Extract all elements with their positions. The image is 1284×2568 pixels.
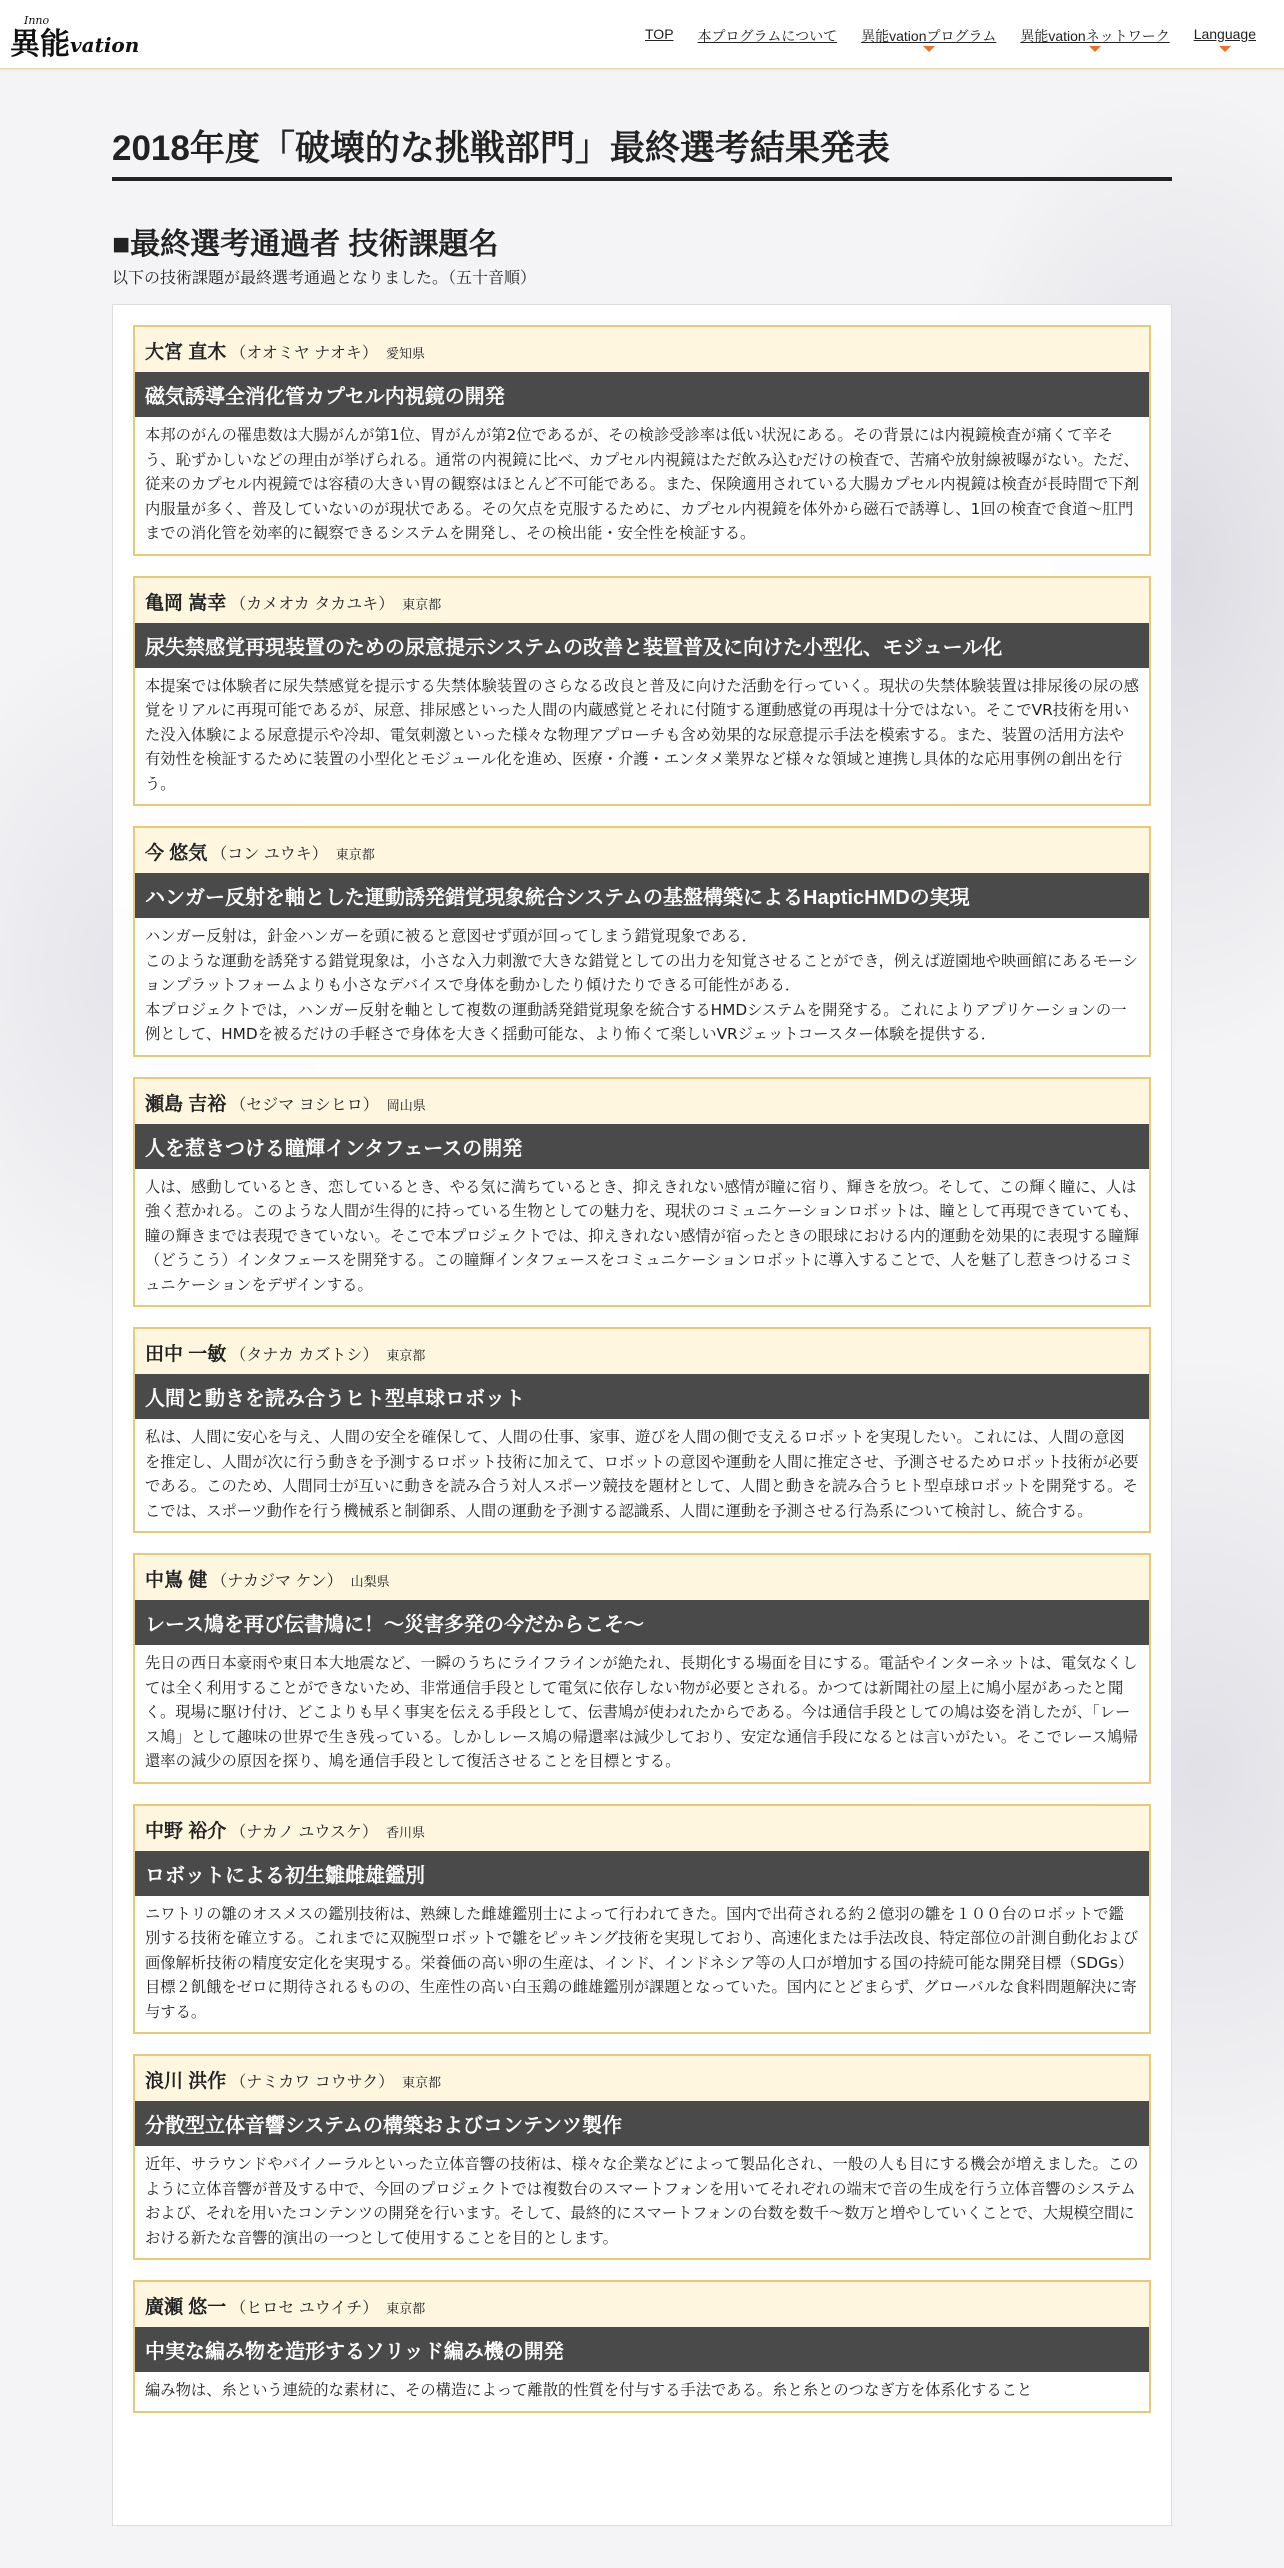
finalist-prefecture: 香川県 (385, 1824, 425, 1840)
finalist-header (135, 1329, 1149, 1374)
finalist-entry (133, 2054, 1151, 2260)
finalist-name: 中嶌 健 (145, 1570, 208, 1591)
finalist-header (135, 1806, 1149, 1851)
finalist-prefecture: 東京都 (402, 596, 442, 612)
nav-program[interactable]: 異能vationプログラム (861, 26, 996, 46)
finalist-name: 中野 裕介 (145, 1820, 227, 1842)
project-description: ハンガー反射は，針金ハンガーを頭に被ると意図せず頭が回ってしまう錯覚現象である． このような運動を誘発する錯覚現象は，小さな入力刺激で大きな錯覚としての出力を知覚させることができ，例えば遊園地や映画館にあるモーションプラットフォームよりも小さなデバイスで身体を動かしたり傾けたりできる可能性がある． 本プロジェクトでは，ハンガー反射を軸として複数の運動誘発錯覚現象を統合するHMDシステムを開発する。これによりアプリケーションの一例として、HMDを被るだけの手軽さで身体を大きく揺動可能な、より怖くて楽しいVRジェットコースター体験を提供する． (145, 927, 1138, 1043)
project-title: ハンガー反射を軸とした運動誘発錯覚現象統合システムの基盤構築によるHapticHMDの実現 (135, 873, 1149, 918)
project-description: 本邦のがんの罹患数は大腸がんが第1位、胃がんが第2位であるが、その検診受診率は低い状況にある。その背景には内視鏡検査が痛くて辛そう、恥ずかしいなどの理由が挙げられる。通常の内視鏡に比べ、カプセル内視鏡はただ飲み込むだけの検査で、苦痛や放射線被曝がない。ただ、従来のカプセル内視鏡では容積の大きい胃の観察はほとんど不可能である。また、保険適用されている大腸カプセル内視鏡は検査が長時間で下剤内服量が多く、普及していないのが現状である。その欠点を克服するために、カプセル内視鏡を体外から磁石で誘導し、1回の検査で食道〜肛門までの消化管を効率的に観察できるシステムを開発し、その検出能・安全性を検証する。 (145, 426, 1139, 542)
finalist-entry (133, 1327, 1151, 1533)
section-title: ■最終選考通過者 技術課題名 (112, 228, 499, 261)
finalist-header (135, 828, 1149, 873)
finalist-name: 今 悠気 (145, 843, 208, 864)
finalist-name: 浪川 洪作 (145, 2071, 227, 2092)
finalist-prefecture: 東京都 (335, 847, 375, 862)
project-description: 先日の西日本豪雨や東日本大地震など、一瞬のうちにライフラインが絶たれ、長期化する場面を目にする。電話やインターネットは、電気なくしては全く利用することができないため、非常通信手段として電気に依存しない物が必要とされる。かつては新聞社の屋上に鳩小屋があったと聞く。現場に駆け付け、どこよりも早く事実を伝える手段として、伝書鳩が使われたからである。今は通信手段としての鳩は姿を消したが、「レース鳩」として趣味の世界で生き残っている。しかしレース鳩の帰還率は減少しており、安定な通信手段になるとは言いがたい。そこでレース鳩帰還率の減少の原因を探り、鳩を通信手段として復活させることを目標とする。 (145, 1654, 1138, 1770)
svg-text:vation: vation (70, 33, 140, 57)
finalist-kana: （コン ユウキ） (211, 846, 328, 863)
finalist-kana: （ナミカワ コウサク） (230, 2074, 395, 2091)
project-description: 本提案では体験者に尿失禁感覚を提示する失禁体験装置のさらなる改良と普及に向けた活動を行っていく。現状の失禁体験装置は排尿後の尿の感覚をリアルに再現可能であるが、尿意、排尿感といった人間の内蔵感覚とそれに付随する運動感覚の再現は十分ではない。そこでVR技術を用いた没入体験による尿意提示や冷却、電気刺激といった様々な物理アプローチも含め効果的な尿意提示手法を模索する。また、装置の活用方法や有効性を検証するために装置の小型化とモジュール化を進め、医療・介護・エンタメ業界など様々な領域と連携し具体的な応用事例の創出を行う。 (145, 676, 1139, 793)
dropdown-arrow-icon (1089, 46, 1101, 52)
finalist-header (135, 327, 1149, 372)
finalist-prefecture: 東京都 (386, 2301, 426, 2316)
project-title: 尿失禁感覚再現装置のための尿意提示システムの改善と装置普及に向けた小型化、モジュール化 (135, 623, 1149, 668)
finalist-kana: （タナカ カズトシ） (230, 1347, 379, 1364)
finalist-prefecture: 愛知県 (385, 346, 425, 361)
finalist-name: 瀬島 吉裕 (145, 1093, 227, 1115)
finalist-kana: （セジマ ヨシヒロ） (230, 1096, 379, 1114)
site-logo[interactable] (8, 10, 158, 60)
finalist-header (135, 2056, 1149, 2101)
dropdown-arrow-icon (1219, 46, 1231, 52)
project-description: 私は、人間に安心を与え、人間の安全を確保して、人間の仕事、家事、遊びを人間の側で支えるロボットを実現したい。これには、人間の意図を推定し、人間が次に行う動きを予測するロボット技術に加えて、ロボットの意図や運動を人間に推定させ、予測させるためロボット技術が必要である。このため、人間同士が互いに動きを読み合う対人スポーツ競技を題材として、人間と動きを読み合うヒト型卓球ロボットを開発する。そこでは、スポーツ動作を行う機械系と制御系、人間の運動を予測する認識系、人間に運動を予測させる行為系について検討し、統合する。 (145, 1428, 1139, 1520)
finalist-kana: （ナカノ ユウスケ） (230, 1823, 378, 1841)
finalist-kana: （カメオカ タカユキ） (230, 595, 395, 613)
finalist-name: 大宮 直木 (145, 342, 227, 363)
nav-network[interactable]: 異能vationネットワーク (1020, 26, 1169, 46)
project-description: 近年、サラウンドやバイノーラルといった立体音響の技術は、様々な企業などによって製品化され、一般の人も目にする機会が増えました。このように立体音響が普及する中で、今回のプロジェクトでは複数台のスマートフォンを用いてそれぞれの端末で音の生成を行う立体音響のシステムおよび、それを用いたコンテンツの開発を行います。そして、最終的にスマートフォンの台数を数千〜数万と増やしていくことで、大規模空間における新たな音響的演出の一つとして使用することを目的とします。 (145, 2155, 1139, 2247)
nav-language[interactable]: Language (1194, 26, 1256, 46)
nav-top[interactable]: TOP (645, 26, 674, 42)
project-description: ニワトリの雛のオスメスの鑑別技術は、熟練した雌雄鑑別士によって行われてきた。国内で出荷される約２億羽の雛を１００台のロボットで鑑別する技術を確立する。これまでに双腕型ロボットで雛をピッキング技術を実現しており、高速化または手法改良、特定部位の計測自動化および画像解析技術の精度安定化を実現する。栄養価の高い卵の生産は、インド、インドネシア等の人口が増加する国の持続可能な開発目標（SDGs）目標２飢餓をゼロに期待されるものの、生産性の高い白玉鶏の雌雄鑑別が課題となっていた。国内にとどまらず、グローバルな食料問題解決に寄与する。 (145, 1904, 1139, 2021)
finalist-entry (133, 1077, 1151, 1308)
finalist-prefecture: 山梨県 (350, 1574, 390, 1589)
finalist-header (135, 1079, 1149, 1124)
project-title: 中実な編み物を造形するソリッド編み機の開発 (135, 2327, 1149, 2372)
finalist-header (135, 2282, 1149, 2327)
finalist-prefecture: 岡山県 (386, 1097, 426, 1113)
global-nav (645, 26, 1256, 46)
finalist-entry (133, 1553, 1151, 1784)
project-title: ロボットによる初生雛雌雄鑑別 (135, 1851, 1149, 1896)
finalist-kana: （オオミヤ ナオキ） (230, 345, 378, 362)
project-title: 人間と動きを読み合うヒト型卓球ロボット (135, 1374, 1149, 1419)
finalist-header (135, 578, 1149, 623)
finalist-entry (133, 1804, 1151, 2035)
finalist-kana: （ヒロセ ユウイチ） (230, 2300, 379, 2317)
finalist-prefecture: 東京都 (402, 2075, 442, 2090)
project-title: 磁気誘導全消化管カプセル内視鏡の開発 (135, 372, 1149, 417)
finalist-header (135, 1555, 1149, 1600)
nav-about[interactable]: 本プログラムについて (697, 28, 838, 44)
finalist-entry (133, 2280, 1151, 2413)
finalist-name: 廣瀬 悠一 (145, 2297, 227, 2318)
project-title: レース鳩を再び伝書鳩に！～災害多発の今だからこそ～ (135, 1600, 1149, 1645)
dropdown-arrow-icon (923, 46, 935, 52)
section-subtitle: 以下の技術課題が最終選考通過となりました。（五十音順） (112, 268, 537, 287)
project-description: 編み物は、糸という連続的な素材に、その構造によって離散的性質を付与する手法である。糸と糸とのつなぎ方を体系化すること (145, 2381, 1033, 2399)
finalist-entry (133, 826, 1151, 1057)
page-title: 2018年度「破壊的な挑戦部門」最終選考結果発表 (112, 121, 1172, 181)
project-description: 人は、感動しているとき、恋しているとき、やる気に満ちているとき、抑えきれない感情が瞳に宿り、輝きを放つ。そして、この輝く瞳に、人は強く惹かれる。このような人間が生得的に持っている生物としての魅力を、現状のコミュニケーションロボットは、瞳として再現できていても、瞳の輝きまでは表現できていない。そこで本プロジェクトでは、抑えきれない感情が宿ったときの眼球における内的運動を効果的に表現する瞳輝（どうこう）インタフェースを開発する。この瞳輝インタフェースをコミュニケーションロボットに導入することで、人を魅了し惹きつけるコミュニケーションをデザインする。 (145, 1177, 1139, 1294)
finalist-name: 亀岡 嵩幸 (145, 592, 227, 614)
finalist-kana: （ナカジマ ケン） (211, 1573, 343, 1590)
main-content (112, 69, 1172, 2526)
svg-text:Inno: Inno (24, 14, 50, 27)
finalist-entry (133, 325, 1151, 556)
project-title: 人を惹きつける瞳輝インタフェースの開発 (135, 1124, 1149, 1169)
finalist-entry (133, 576, 1151, 807)
project-title: 分散型立体音響システムの構築およびコンテンツ製作 (135, 2101, 1149, 2146)
svg-text:異能: 異能 (10, 27, 70, 60)
finalist-prefecture: 東京都 (386, 1348, 426, 1363)
site-header (0, 0, 1284, 69)
finalist-name: 田中 一敏 (145, 1344, 227, 1365)
finalists-panel (112, 304, 1172, 2526)
